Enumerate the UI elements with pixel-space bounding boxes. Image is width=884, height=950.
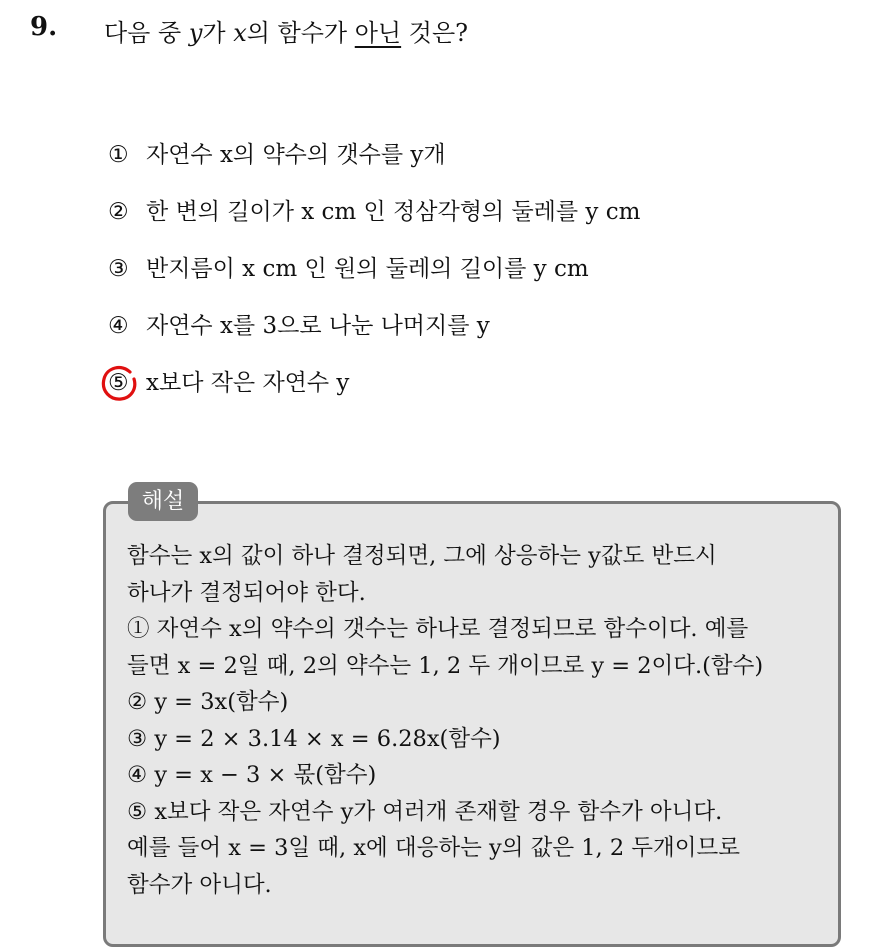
explanation-line: ③ y = 2 × 3.14 × x = 6.28x(함수) (127, 725, 501, 752)
choice-number: ④ (108, 313, 129, 339)
explanation-line: ① 자연수 x의 약수의 갯수는 하나로 결정되므로 함수이다. 예를 (127, 616, 749, 642)
question-underlined-word: 아닌 (354, 19, 402, 47)
choice-4[interactable] (108, 307, 640, 364)
explanation-line: 하나가 결정되어야 한다. (127, 579, 366, 606)
question-text-mid2: 의 함수가 (246, 19, 355, 47)
explanation-line: 함수가 아니다. (127, 871, 272, 898)
question-var-x: x (233, 19, 247, 47)
choice-number: ③ (108, 256, 129, 282)
choice-3[interactable] (108, 250, 640, 307)
explanation-line: ② y = 3x(함수) (127, 689, 289, 715)
question-text-mid1: 가 (202, 19, 234, 47)
choice-text: x보다 작은 자연수 y (146, 370, 350, 396)
choice-2[interactable] (108, 193, 640, 250)
choice-number: ② (108, 199, 129, 225)
question-text-post: 것은? (401, 19, 468, 47)
choice-text: 한 변의 길이가 x cm 인 정삼각형의 둘레를 y cm (146, 199, 641, 225)
explanation-text (127, 538, 827, 903)
explanation-line: ④ y = x − 3 × 몫(함수) (127, 762, 377, 788)
choice-list (108, 136, 640, 421)
explanation-tag: 해설 (128, 482, 198, 521)
choice-text: 반지름이 x cm 인 원의 둘레의 길이를 y cm (146, 256, 589, 282)
choice-text: 자연수 x의 약수의 갯수를 y개 (146, 142, 446, 168)
choice-number: ① (108, 142, 129, 168)
explanation-line: 예를 들어 x = 3일 때, x에 대응하는 y의 값은 1, 2 두개이므로 (127, 835, 740, 861)
question-text (104, 13, 468, 48)
explanation-line: 들면 x = 2일 때, 2의 약수는 1, 2 두 개이므로 y = 2이다.(함수) (127, 652, 764, 679)
choice-text: 자연수 x를 3으로 나눈 나머지를 y (146, 313, 490, 339)
question-var-y: y (188, 19, 203, 47)
choice-5[interactable] (108, 364, 640, 421)
question-number: 9. (30, 12, 58, 42)
explanation-line: ⑤ x보다 작은 자연수 y가 여러개 존재할 경우 함수가 아니다. (127, 798, 723, 825)
explanation-line: 함수는 x의 값이 하나 결정되면, 그에 상응하는 y값도 반드시 (127, 543, 717, 569)
question-text-pre: 다음 중 (104, 19, 189, 47)
answer-circle-icon (100, 363, 140, 403)
choice-number: ⑤ (108, 370, 129, 396)
choice-1[interactable] (108, 136, 640, 193)
